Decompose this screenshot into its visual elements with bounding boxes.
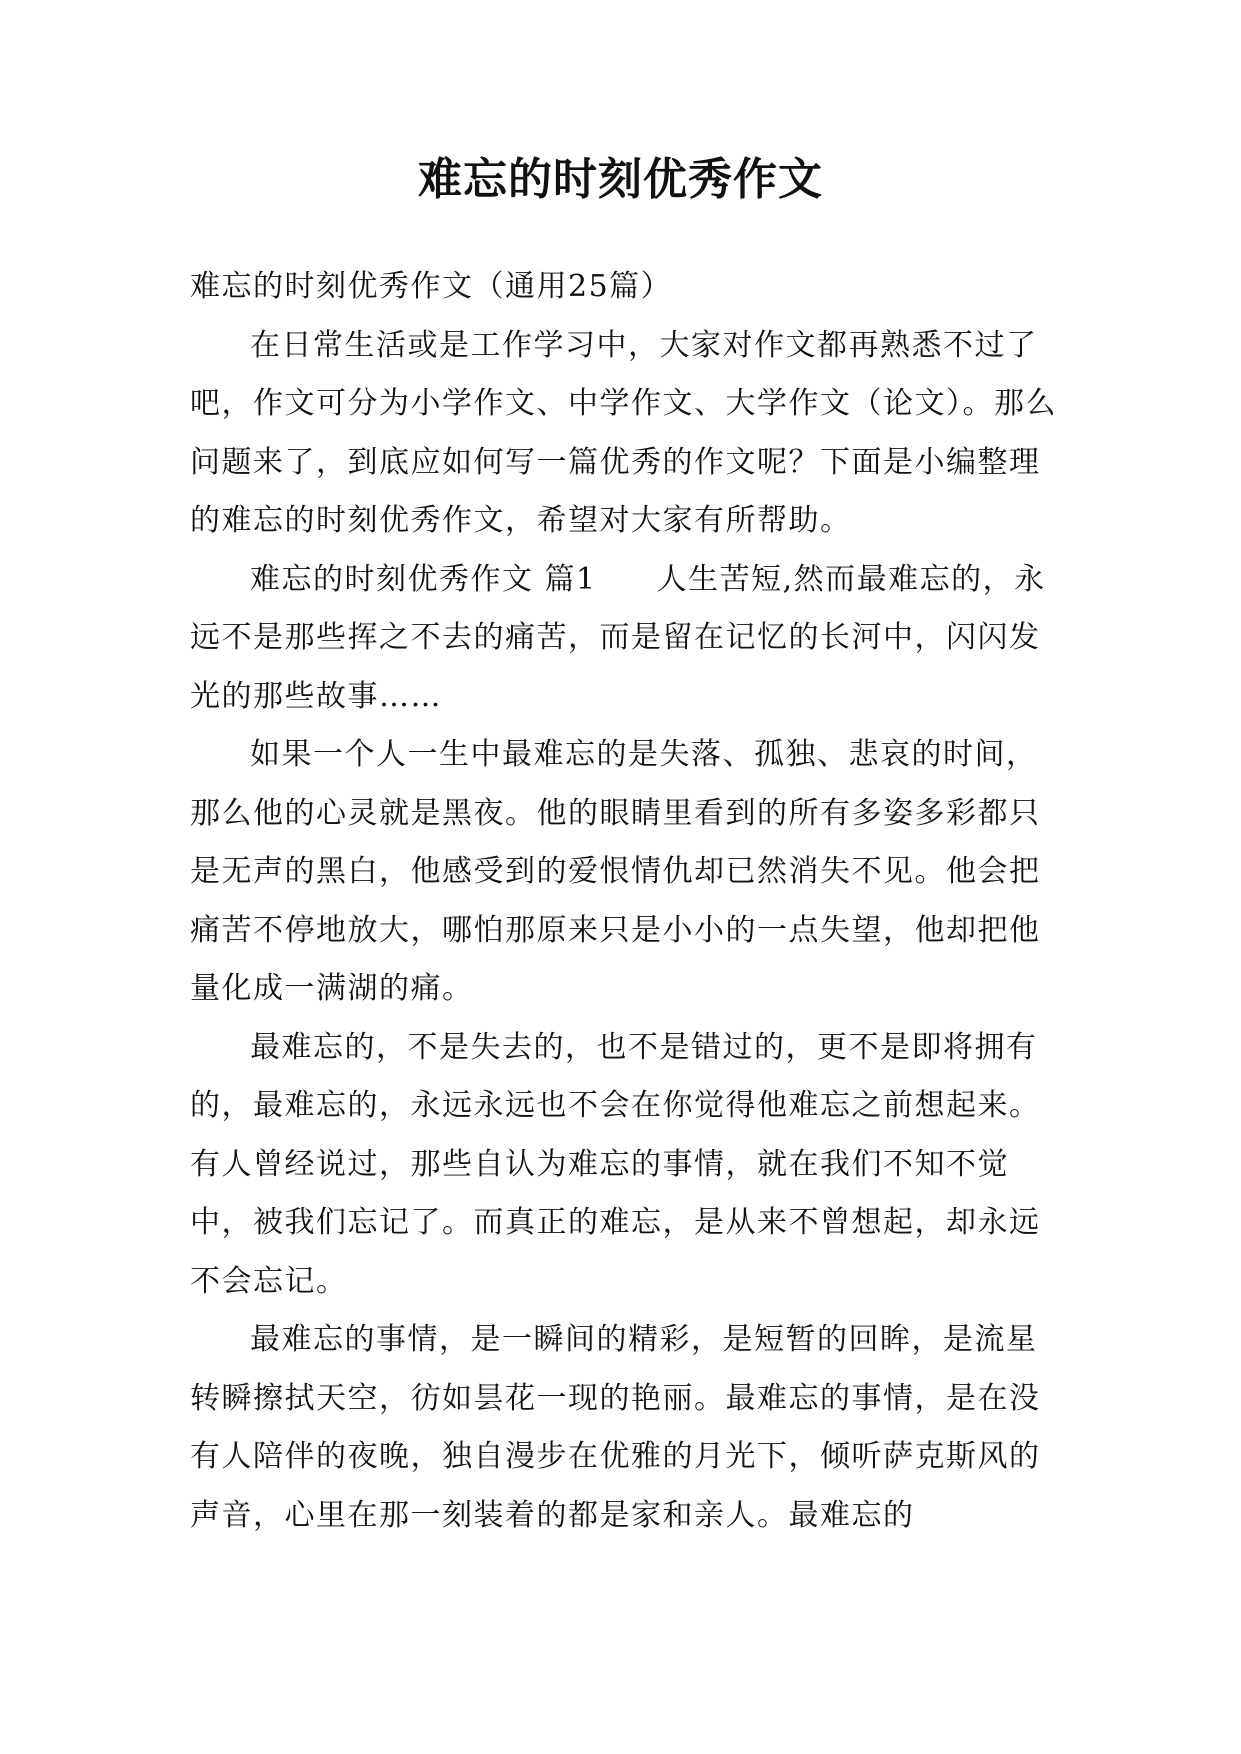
intro-paragraph: 在日常生活或是工作学习中，大家对作文都再熟悉不过了吧，作文可分为小学作文、中学作文、大学作文（论文）。那么问题来了，到底应如何写一篇优秀的作文呢？下面是小编整理的难忘的时刻优秀作文，希望对大家有所帮助。 [190, 327, 1057, 538]
section-1-paragraph [190, 551, 1060, 727]
section-heading: 难忘的时刻优秀作文 篇1 [250, 561, 597, 597]
section-first-text: 人生苦短,然而最难忘的，永远不是那些挥之不去的痛苦，而是留在记忆的长河中，闪闪发光的那些故事…… [190, 561, 1046, 714]
document-body [190, 258, 1060, 1545]
document-title: 难忘的时刻优秀作文 [418, 154, 823, 205]
document-subtitle: 难忘的时刻优秀作文（通用25篇） [190, 269, 673, 304]
body-paragraph: 如果一个人一生中最难忘的是失落、孤独、悲哀的时间，那么他的心灵就是黑夜。他的眼睛里看到的所有多姿多彩都只是无声的黑白，他感受到的爱恨情仇却已然消失不见。他会把痛苦不停地放大，哪怕那原来只是小小的一点失望，他却把他量化成一满湖的痛。 [190, 737, 1041, 1006]
body-paragraph: 最难忘的，不是失去的，也不是错过的，更不是即将拥有的，最难忘的，永远永远也不会在你觉得他难忘之前想起来。有人曾经说过，那些自认为难忘的事情，就在我们不知不觉中，被我们忘记了。而真正的难忘，是从来不曾想起，却永远不会忘记。 [190, 1029, 1041, 1299]
body-paragraph: 最难忘的事情，是一瞬间的精彩，是短暂的回眸，是流星转瞬擦拭天空，彷如昙花一现的艳丽。最难忘的事情，是在没有人陪伴的夜晚，独自漫步在优雅的月光下，倾听萨克斯风的声音，心里在那一刻装着的都是家和亲人。最难忘的 [190, 1322, 1041, 1533]
